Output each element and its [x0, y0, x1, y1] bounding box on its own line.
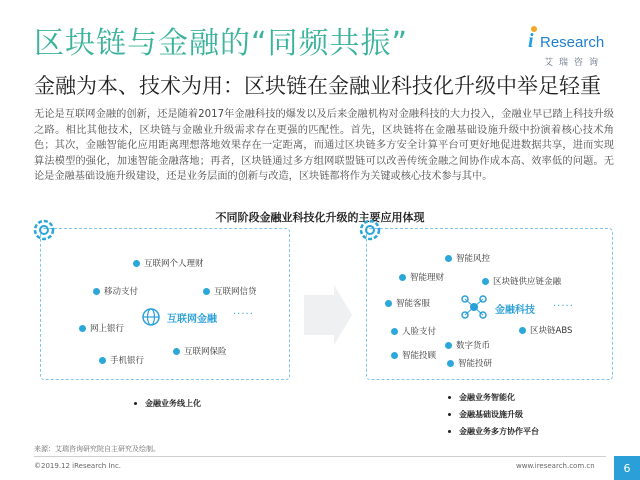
logo-i-glyph: i	[528, 30, 534, 52]
bullet-dot-icon	[448, 396, 451, 399]
source-note: 来源：艾瑞咨询研究院自主研究及绘制。	[34, 445, 160, 453]
node-dot-icon	[391, 328, 398, 335]
list-item: 移动支付	[93, 285, 138, 297]
list-item: 人脸支付	[391, 325, 436, 337]
bullet-dot-icon	[448, 430, 451, 433]
list-item: 互联网个人理财	[133, 257, 204, 269]
list-item: 智能客服	[385, 297, 430, 309]
list-item: 网上银行	[79, 322, 124, 334]
fintech-panel	[366, 228, 613, 380]
dashes-decor: ·····	[233, 309, 254, 320]
dashes-decor: ·····	[553, 301, 574, 312]
logo-subtext: 艾瑞咨询	[544, 58, 605, 68]
node-dot-icon	[399, 274, 406, 281]
bullet-item: 金融业务智能化	[448, 392, 539, 403]
bullet-dot-icon	[448, 413, 451, 416]
center-label: 互联网金融	[167, 314, 217, 325]
node-dot-icon	[385, 300, 392, 307]
network-icon	[460, 293, 488, 321]
left-bullets	[134, 398, 201, 415]
node-dot-icon	[79, 325, 86, 332]
right-bullets	[448, 392, 539, 443]
node-dot-icon	[99, 357, 106, 364]
page-subtitle: 金融为本、技术为用：区块链在金融业科技化升级中举足轻重	[34, 74, 601, 98]
node-dot-icon	[482, 278, 489, 285]
center-label: 金融科技	[495, 305, 535, 316]
iresearch-logo	[528, 26, 618, 70]
body-paragraph: 无论是互联网金融的创新，还是随着2017年金融科技的爆发以及后来金融机构对金融科技的大力投入，金融业早已踏上科技升级之路。相比其他技术，区块链与金融业升级需求存在更强的匹配性。首先，区块链将在金融基础设施升级中扮演着核心技术角色；其次，金融智能化应用距离理想落地效果存在一定距离，而通过区块链多方安全计算平台可更好地促进数据共享，进而实现算法模型的强化，加速智能金融落地；再者，区块链通过多方组网联盟链可以改善传统金融之间协作成本高、效率低的问题。无论是金融基础设施升级建设，还是业务层面的创新与改造，区块链都将作为关键或核心技术参与其中。	[34, 109, 614, 183]
page-number: 6	[614, 456, 640, 480]
bullet-dot-icon	[134, 402, 137, 405]
node-dot-icon	[93, 288, 100, 295]
globe-icon	[141, 307, 161, 327]
logo-wordmark: Research	[540, 34, 605, 51]
right-arrow-icon	[304, 285, 352, 345]
copyright: ©2019.12 iResearch Inc.	[34, 462, 122, 470]
gear-icon	[357, 217, 383, 243]
footer-divider	[34, 456, 606, 457]
page-title: 区块链与金融的“同频共振”	[34, 26, 409, 61]
list-item: 手机银行	[99, 354, 144, 366]
internet-finance-panel	[40, 228, 290, 380]
node-dot-icon	[133, 260, 140, 267]
node-dot-icon	[173, 348, 180, 355]
website-link[interactable]: www.iresearch.com.cn	[516, 462, 595, 470]
list-item: 智能投顾	[391, 349, 436, 361]
node-dot-icon	[519, 327, 526, 334]
bullet-item: 金融业务线上化	[134, 398, 201, 409]
node-dot-icon	[447, 360, 454, 367]
list-item: 互联网信贷	[203, 285, 257, 297]
node-dot-icon	[445, 342, 452, 349]
node-dot-icon	[203, 288, 210, 295]
bullet-item: 金融业务多方协作平台	[448, 426, 539, 437]
list-item: 区块链供应链金融	[482, 275, 561, 287]
node-dot-icon	[445, 255, 452, 262]
list-item: 智能投研	[447, 357, 492, 369]
gear-icon	[31, 217, 57, 243]
diagram-title: 不同阶段金融业科技化升级的主要应用体现	[215, 211, 425, 224]
node-dot-icon	[391, 352, 398, 359]
bullet-item: 金融基础设施升级	[448, 409, 539, 420]
list-item: 区块链ABS	[519, 324, 572, 336]
list-item: 智能理财	[399, 271, 444, 283]
list-item: 互联网保险	[173, 345, 227, 357]
list-item: 数字货币	[445, 339, 490, 351]
list-item: 智能风控	[445, 252, 490, 264]
